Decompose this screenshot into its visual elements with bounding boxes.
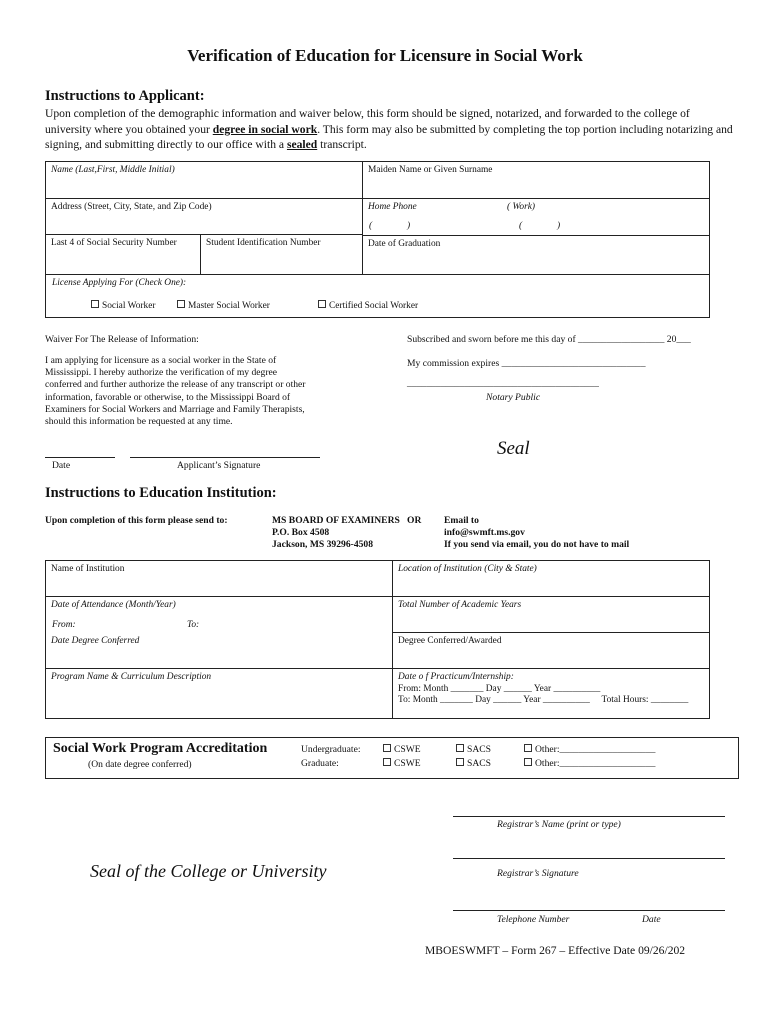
checkbox-icon[interactable] (383, 758, 391, 766)
applicant-info-box (45, 161, 710, 318)
attendance-field[interactable]: Date of Attendance (Month/Year) From: To: (46, 597, 393, 633)
license-label: License Applying For (Check One): (52, 278, 187, 288)
applicant-instructions-heading: Instructions to Applicant: (45, 88, 205, 104)
notary-subscribed: Subscribed and sworn before me this day of __________________ 20___ (407, 334, 691, 345)
notary-signature-line[interactable]: ________________________________________ (407, 378, 599, 389)
checkbox-icon[interactable] (456, 744, 464, 752)
undergrad-cswe[interactable]: CSWE (383, 744, 421, 755)
grad-sacs[interactable]: SACS (456, 758, 491, 769)
applicant-signature-line[interactable] (130, 457, 320, 458)
institution-instructions-heading: Instructions to Education Institution: (45, 485, 277, 501)
graduation-date-field[interactable]: Date of Graduation (363, 235, 709, 275)
option-master-social-worker[interactable]: Master Social Worker (177, 300, 270, 311)
notary-commission: My commission expires ______________________________ (407, 358, 646, 369)
registrar-name-line[interactable] (453, 816, 725, 817)
registrar-date-label: Date (642, 914, 661, 925)
institution-info-box (45, 560, 710, 719)
checkbox-icon[interactable] (524, 744, 532, 752)
telephone-line[interactable] (453, 910, 725, 911)
practicum-field[interactable]: Date o f Practicum/Internship: From: Month _______ Day ______ Year __________ To: Month _______ Day ______ Year __________ Total Hours: ________ (398, 672, 689, 705)
grad-other[interactable]: Other:____________________ (524, 758, 655, 769)
sealed-emphasis: sealed (286, 138, 318, 151)
send-instructions: Upon completion of this form please send to: (45, 515, 228, 526)
name-field[interactable]: Name (Last,First, Middle Initial) (46, 162, 363, 199)
institution-name-field[interactable]: Name of Institution (46, 561, 393, 597)
degree-emphasis: degree in social work (212, 122, 318, 136)
institution-location-field[interactable]: Location of Institution (City & State) (393, 561, 709, 597)
notary-seal-label: Seal (497, 438, 530, 459)
checkbox-icon[interactable] (318, 300, 326, 308)
college-seal-label: Seal of the College or University (90, 861, 327, 881)
applicant-instructions-text: Upon completion of the demographic information and waiver below, this form should be signed, notarized, and forwarded to the college of university where you obtained your degree in social work. This form may also be submitted by completing the top portion including notarizing and signing, and submitting directly to our office with a sealed transcript. (45, 107, 733, 151)
board-address: MS BOARD OF EXAMINERS OR P.O. Box 4508 Jackson, MS 39296-4508 (272, 515, 422, 551)
checkbox-icon[interactable] (177, 300, 185, 308)
accreditation-subtitle: (On date degree conferred) (88, 759, 192, 770)
form-footer: MBOESWMFT – Form 267 – Effective Date 09/26/202 (425, 944, 686, 957)
telephone-label: Telephone Number (497, 914, 570, 925)
undergrad-sacs[interactable]: SACS (456, 744, 491, 755)
ssn-field[interactable]: Last 4 of Social Security Number (46, 235, 201, 275)
checkbox-icon[interactable] (91, 300, 99, 308)
accreditation-box (45, 737, 739, 779)
checkbox-icon[interactable] (456, 758, 464, 766)
phone-field[interactable]: Home Phone ( Work) ( ) ( ) (368, 202, 561, 231)
degree-conferred-date-field[interactable]: Date Degree Conferred (46, 633, 393, 669)
accreditation-title: Social Work Program Accreditation (53, 741, 268, 756)
registrar-signature-line[interactable] (453, 858, 725, 859)
option-certified-social-worker[interactable]: Certified Social Worker (318, 300, 418, 311)
board-email[interactable]: info@swmft.ms.gov (444, 527, 525, 539)
student-id-field[interactable]: Student Identification Number (201, 235, 363, 275)
undergrad-other[interactable]: Other:____________________ (524, 744, 655, 755)
applicant-signature-label: Applicant’s Signature (177, 460, 261, 471)
degree-awarded-field[interactable]: Degree Conferred/Awarded (393, 633, 709, 669)
maiden-name-field[interactable]: Maiden Name or Given Surname (363, 162, 709, 199)
waiver-heading: Waiver For The Release of Information: (45, 334, 199, 345)
program-description-field[interactable]: Program Name & Curriculum Description (46, 669, 393, 718)
checkbox-icon[interactable] (524, 758, 532, 766)
form-title: Verification of Education for Licensure in Social Work (187, 46, 583, 65)
email-instructions: Email to info@swmft.ms.gov If you send via email, you do not have to mail (444, 515, 630, 551)
waiver-text: I am applying for licensure as a social worker in the State of Mississippi. I hereby authorize the verification of my degree conferred and further authorize the release of any transcript or other information, favorable or otherwise, to the Mississippi Board of Examiners for Social Workers and Marriage and Family Therapists, should this information be requested at any time. (45, 355, 306, 428)
option-social-worker[interactable]: Social Worker (91, 300, 155, 311)
registrar-name-label: Registrar’s Name (print or type) (497, 819, 621, 830)
graduate-label: Graduate: (301, 758, 339, 769)
registrar-signature-label: Registrar’s Signature (497, 868, 579, 879)
undergraduate-label: Undergraduate: (301, 744, 361, 755)
checkbox-icon[interactable] (383, 744, 391, 752)
date-label: Date (52, 460, 71, 471)
grad-cswe[interactable]: CSWE (383, 758, 421, 769)
academic-years-field[interactable]: Total Number of Academic Years (393, 597, 709, 633)
notary-public-label: Notary Public (486, 392, 541, 403)
date-signature-line[interactable] (45, 457, 115, 458)
address-field[interactable]: Address (Street, City, State, and Zip Code) (46, 199, 363, 235)
